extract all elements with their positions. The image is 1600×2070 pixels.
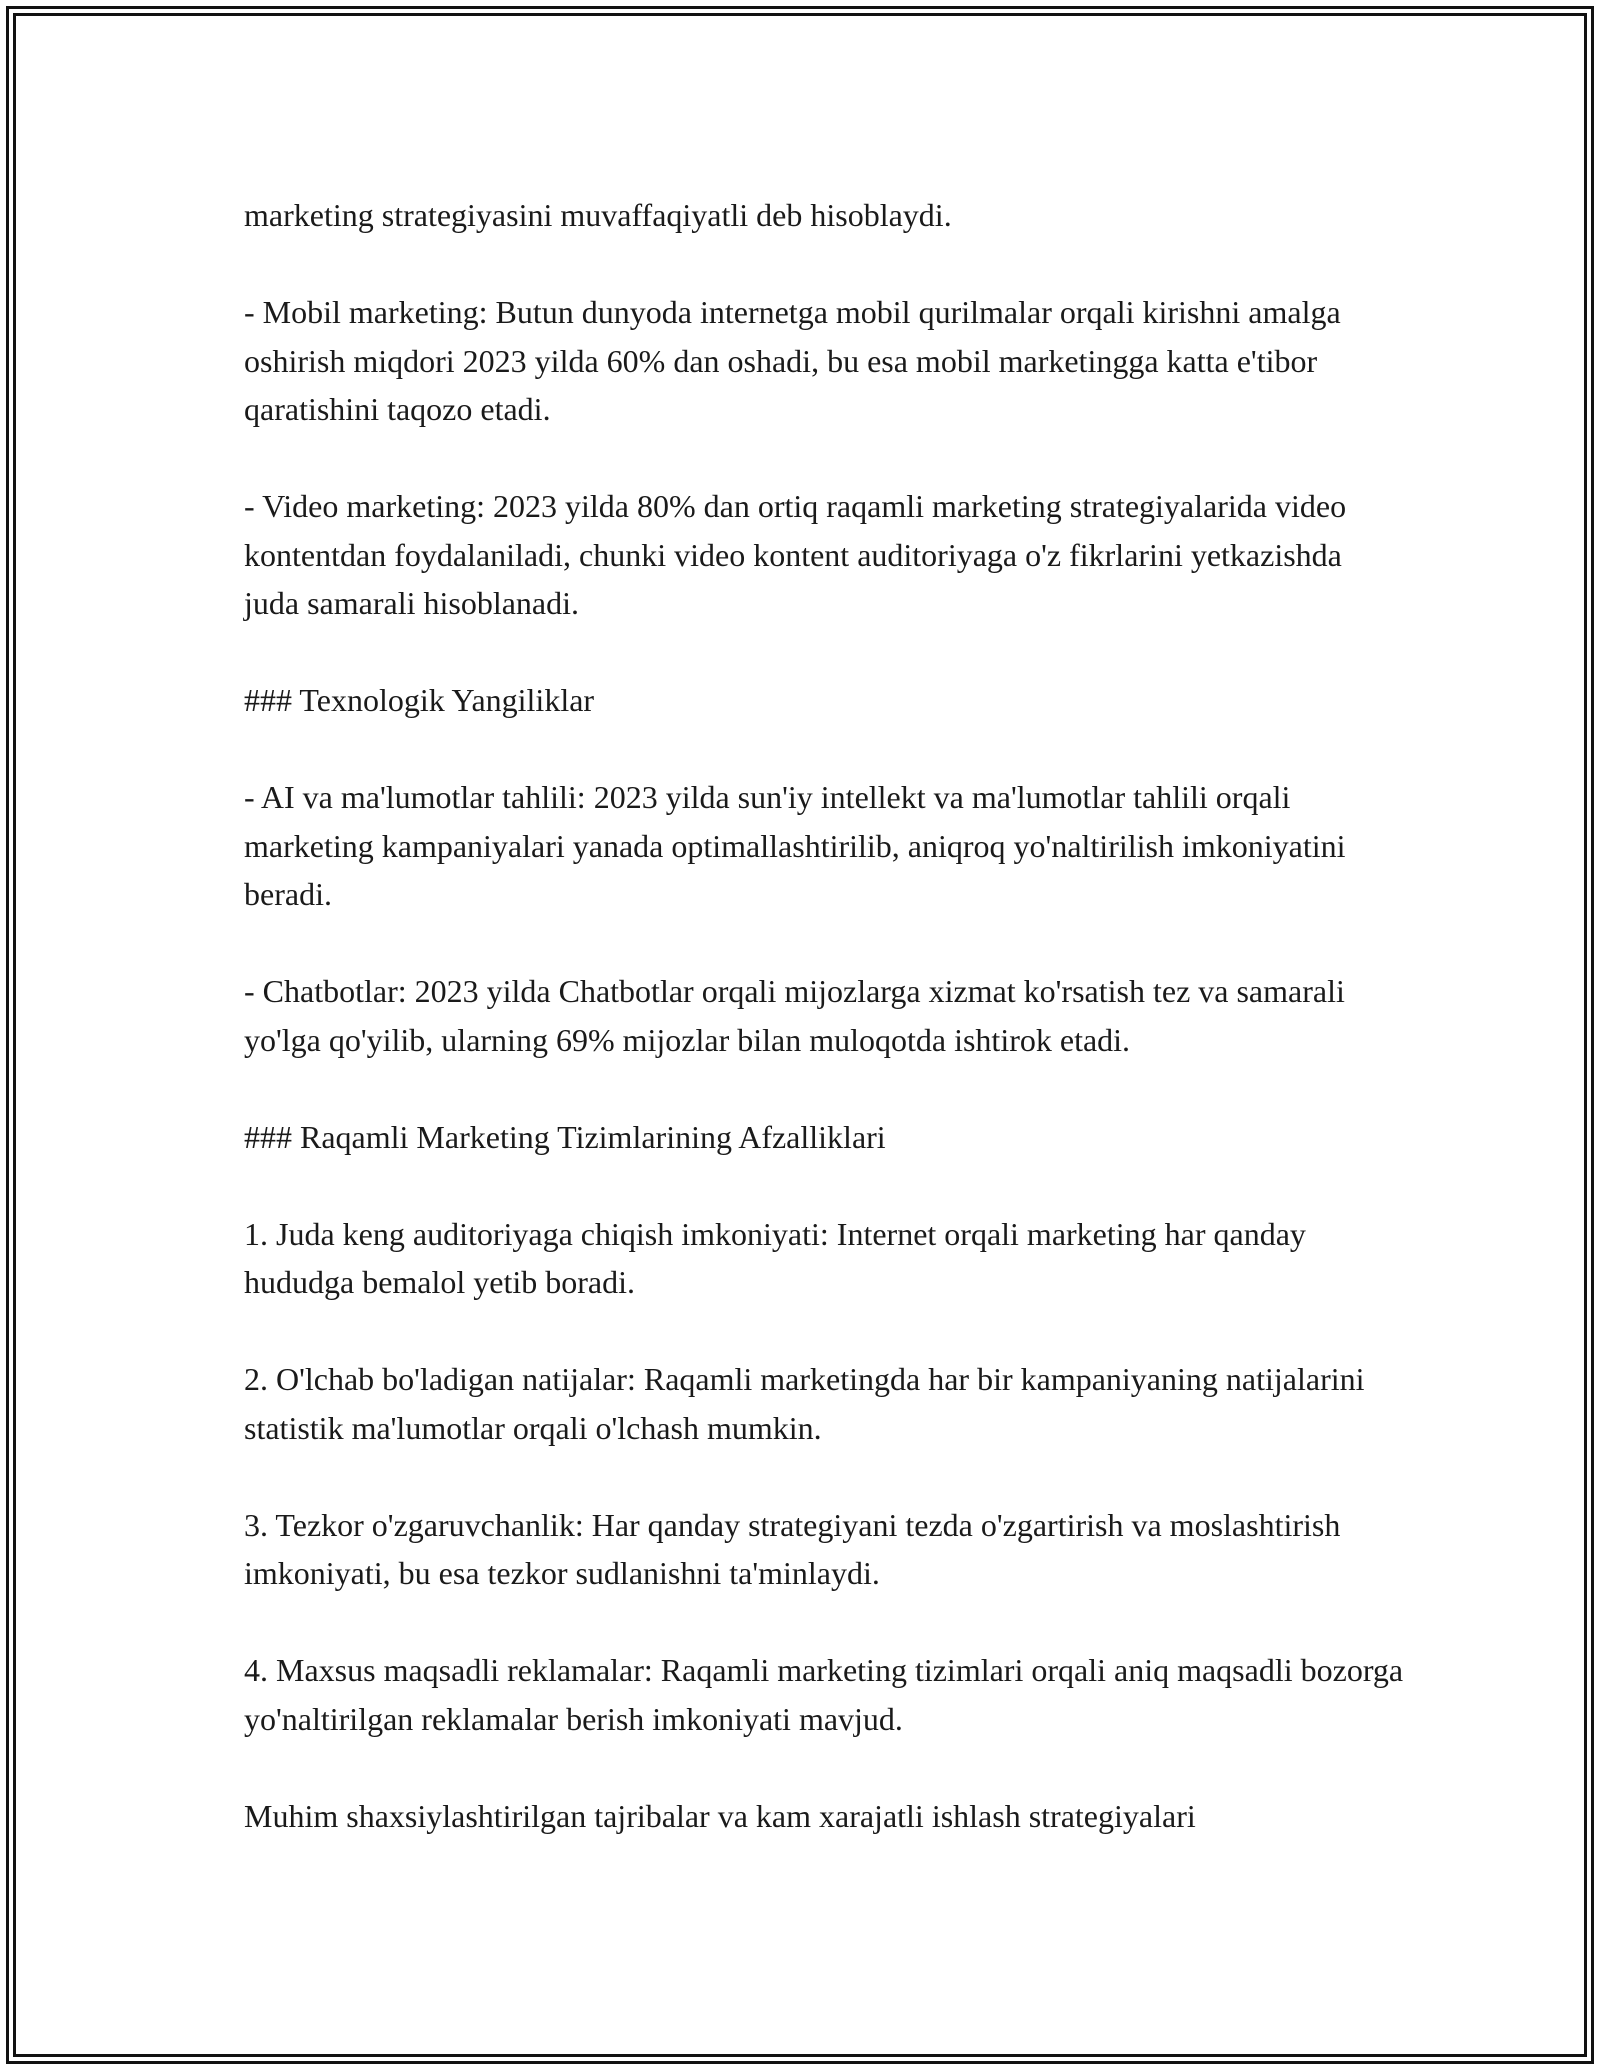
list-item-measurable-results: 2. O'lchab bo'ladigan natijalar: Raqamli marketingda har bir kampaniyaning natijalarini statistik ma'lumotlar orqali o'lchash mumkin. bbox=[244, 1361, 1365, 1446]
paragraph-ai-analytics: - AI va ma'lumotlar tahlili: 2023 yilda sun'iy intellekt va ma'lumotlar tahlili orqali marketing kampaniyalari yanada optimallashtirilib, aniqroq yo'naltirilish imkoniyatini beradi. bbox=[244, 779, 1346, 912]
paragraph-mobile-marketing: - Mobil marketing: Butun dunyoda internetga mobil qurilmalar orqali kirishni amalga oshirish miqdori 2023 yilda 60% dan oshadi, bu esa mobil marketingga katta e'tibor qaratishini taqozo etadi. bbox=[244, 294, 1341, 427]
list-item-targeted-ads: 4. Maxsus maqsadli reklamalar: Raqamli marketing tizimlari orqali aniq maqsadli bozorga yo'naltirilgan reklamalar berish imkoniyati mavjud. bbox=[244, 1652, 1404, 1737]
heading-advantages: ### Raqamli Marketing Tizimlarining Afzalliklari bbox=[244, 1118, 886, 1155]
page-frame bbox=[6, 6, 1594, 2064]
document-body bbox=[244, 191, 1404, 1840]
heading-tech-news: ### Texnologik Yangiliklar bbox=[244, 682, 595, 718]
list-item-flexibility: 3. Tezkor o'zgaruvchanlik: Har qanday strategiyani tezda o'zgartirish va moslashtirish imkoniyati, bu esa tezkor sudlanishni ta'minlaydi. bbox=[244, 1506, 1341, 1591]
list-item-wide-audience: 1. Juda keng auditoriyaga chiqish imkoniyati: Internet orqali marketing har qanday hududga bemalol yetib boradi. bbox=[244, 1215, 1306, 1300]
paragraph-chatbots: - Chatbotlar: 2023 yilda Chatbotlar orqali mijozlarga xizmat ko'rsatish tez va samarali yo'lga qo'yilib, ularning 69% mijozlar bilan muloqotda ishtirok etadi. bbox=[244, 973, 1345, 1058]
paragraph-closing: Muhim shaxsiylashtirilgan tajribalar va kam xarajatli ishlash strategiyalari bbox=[244, 1797, 1196, 1834]
paragraph-video-marketing: - Video marketing: 2023 yilda 80% dan ortiq raqamli marketing strategiyalarida video kontentdan foydalaniladi, chunki video kontent auditoriyaga o'z fikrlarini yetkazishda juda samarali hisoblanadi. bbox=[244, 488, 1347, 621]
paragraph-strategy-continuation: marketing strategiyasini muvaffaqiyatli deb hisoblaydi. bbox=[244, 197, 952, 233]
